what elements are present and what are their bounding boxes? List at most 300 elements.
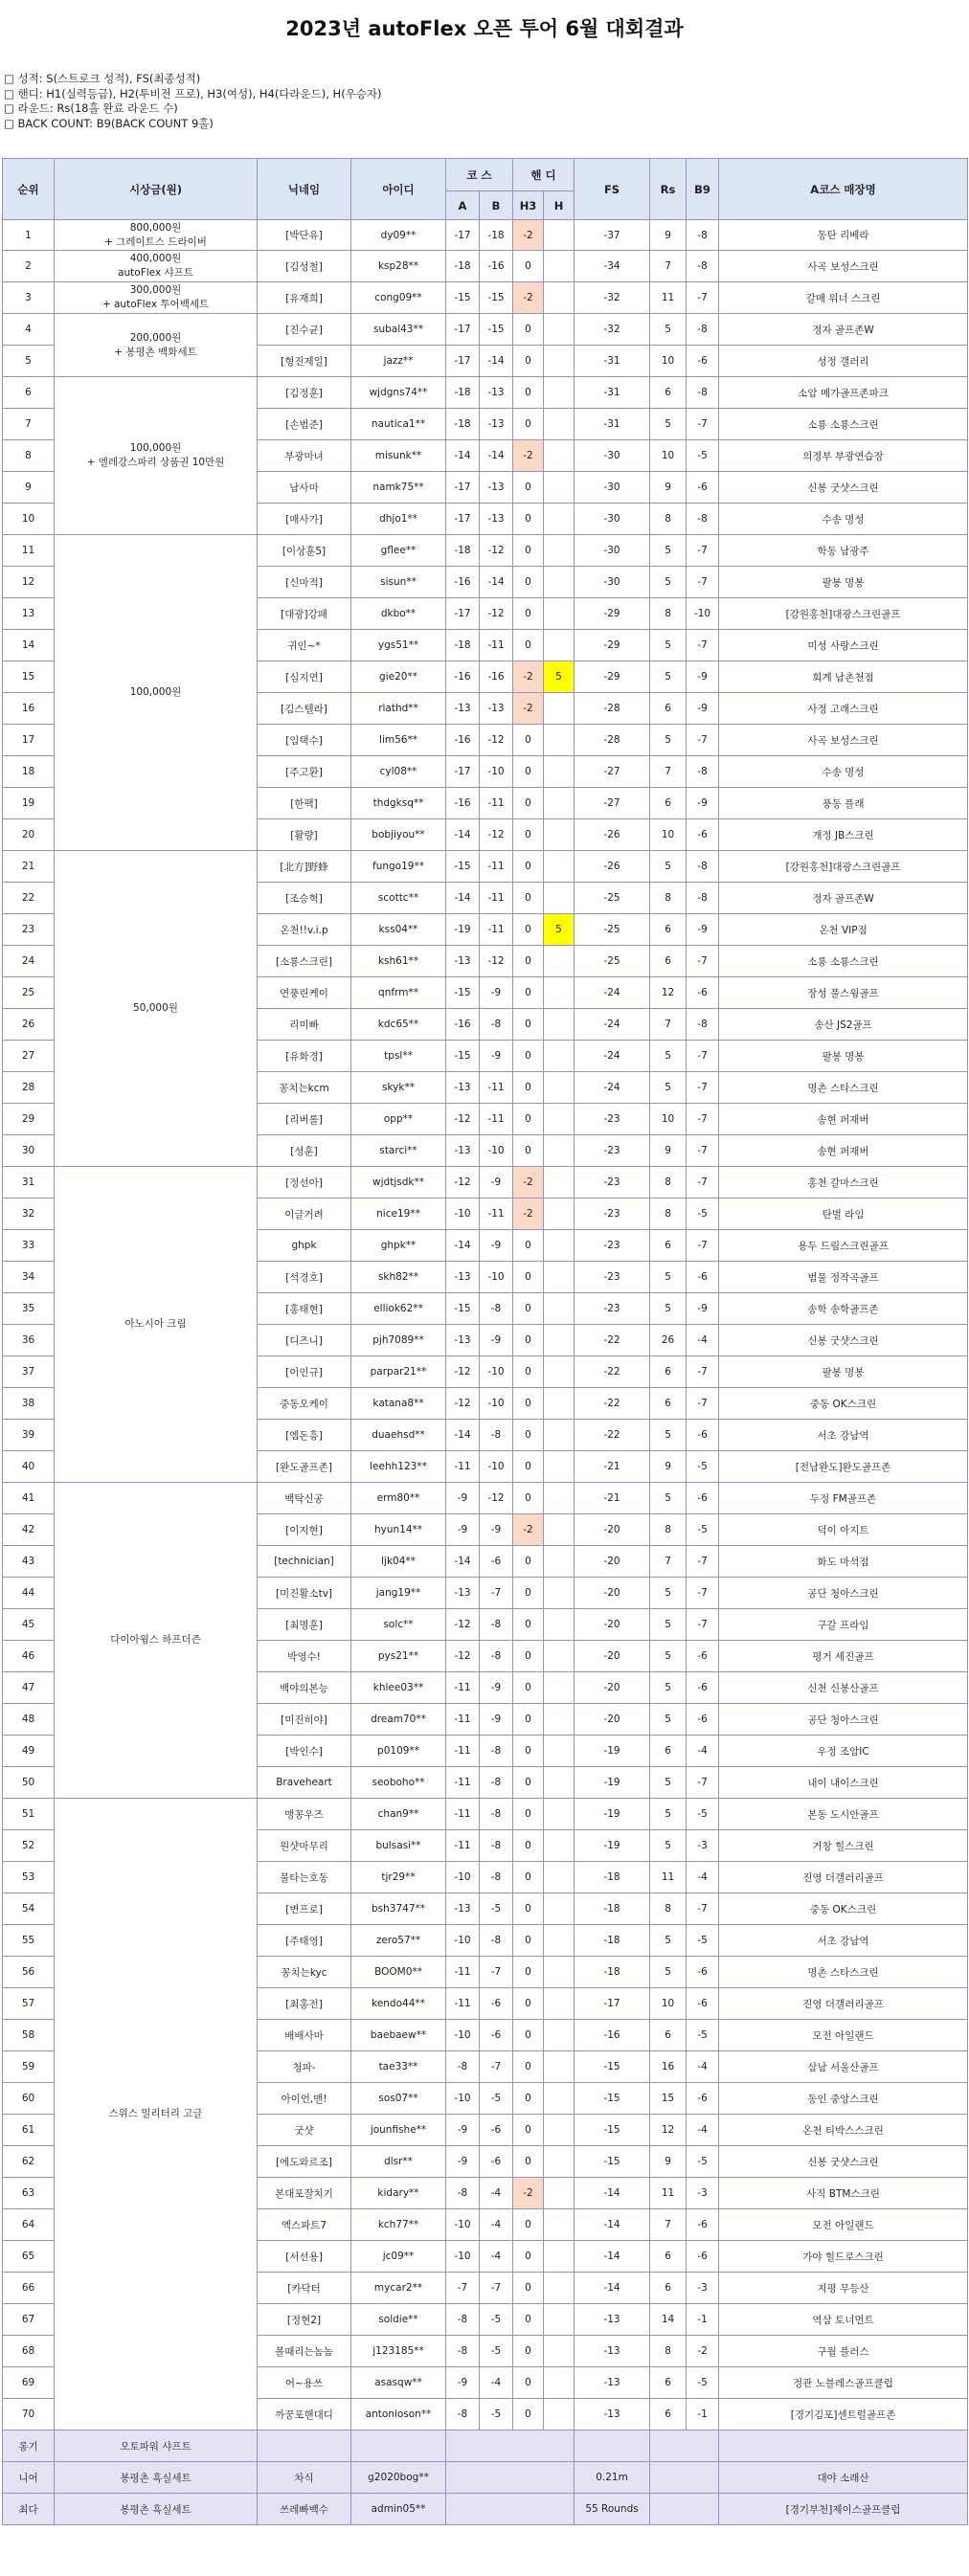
nickname-cell: [유화경] bbox=[258, 1041, 351, 1072]
h3-cell: 0 bbox=[513, 819, 544, 851]
h3-cell: -2 bbox=[513, 693, 544, 725]
course-a-cell: -9 bbox=[446, 2146, 480, 2178]
nickname-cell: 귀인~* bbox=[258, 630, 351, 661]
rank-cell: 21 bbox=[3, 851, 55, 883]
rs-cell: 10 bbox=[650, 440, 687, 472]
fs-cell: -20 bbox=[575, 1672, 650, 1704]
fs-cell: -25 bbox=[575, 883, 650, 914]
h-cell bbox=[544, 1072, 575, 1104]
course-a-cell: -9 bbox=[446, 1514, 480, 1546]
fs-cell: -15 bbox=[575, 2146, 650, 2178]
venue-cell: 덕이 아지트 bbox=[719, 1514, 968, 1546]
b9-cell: -3 bbox=[687, 2178, 719, 2209]
h3-cell: 0 bbox=[513, 946, 544, 977]
course-b-cell: -12 bbox=[480, 725, 513, 756]
b9-cell: -8 bbox=[687, 851, 719, 883]
fs-cell: -31 bbox=[575, 409, 650, 440]
rs-cell: 5 bbox=[650, 1578, 687, 1609]
user-id-cell: duaehsd** bbox=[351, 1420, 446, 1451]
h-cell bbox=[544, 1293, 575, 1325]
h3-cell: 0 bbox=[513, 1862, 544, 1893]
user-id-cell: solc** bbox=[351, 1609, 446, 1641]
fs-cell: -19 bbox=[575, 1736, 650, 1767]
fs-cell: -15 bbox=[575, 2051, 650, 2083]
fs-cell: -15 bbox=[575, 2083, 650, 2115]
fs-cell: -20 bbox=[575, 1578, 650, 1609]
venue-cell: [전남완도]완도골프존 bbox=[719, 1451, 968, 1483]
venue-cell: 모전 아일랜드 bbox=[719, 2209, 968, 2241]
fs-cell: -30 bbox=[575, 472, 650, 504]
user-id-cell: zero57** bbox=[351, 1925, 446, 1957]
venue-cell: 소룡 소룡스크린 bbox=[719, 409, 968, 440]
rank-cell: 48 bbox=[3, 1704, 55, 1736]
venue-cell: 소암 메가골프존파크 bbox=[719, 377, 968, 409]
prize-line: 스위스 밀리터리 고글 bbox=[108, 2108, 203, 2119]
user-id-cell: chan9** bbox=[351, 1799, 446, 1830]
h-cell bbox=[544, 1420, 575, 1451]
prize-cell bbox=[55, 1167, 258, 1483]
h-cell bbox=[544, 788, 575, 819]
user-id-cell: ygs51** bbox=[351, 630, 446, 661]
user-id-cell: kss04** bbox=[351, 914, 446, 946]
user-id-cell: gie20** bbox=[351, 661, 446, 693]
rank-cell: 20 bbox=[3, 819, 55, 851]
course-b-cell: -9 bbox=[480, 1041, 513, 1072]
rank-cell: 46 bbox=[3, 1641, 55, 1672]
fs-cell: -21 bbox=[575, 1451, 650, 1483]
h-cell bbox=[544, 1546, 575, 1578]
rs-cell: 5 bbox=[650, 851, 687, 883]
h3-cell: 0 bbox=[513, 2241, 544, 2273]
course-b-cell: -9 bbox=[480, 1230, 513, 1262]
course-b-cell: -4 bbox=[480, 2209, 513, 2241]
course-b-cell: -4 bbox=[480, 2178, 513, 2209]
user-id-cell: ksp28** bbox=[351, 251, 446, 282]
table-row bbox=[3, 851, 968, 883]
rank-cell: 58 bbox=[3, 2020, 55, 2051]
rs-cell: 5 bbox=[650, 1672, 687, 1704]
h-cell bbox=[544, 2020, 575, 2051]
h3-cell: 0 bbox=[513, 914, 544, 946]
user-id-cell: j123185** bbox=[351, 2336, 446, 2367]
h3-cell: 0 bbox=[513, 377, 544, 409]
h3-cell: 0 bbox=[513, 851, 544, 883]
prize-line: + 엘레강스파리 상품권 10만원 bbox=[86, 457, 225, 468]
h3-cell: 0 bbox=[513, 314, 544, 346]
h3-cell: 0 bbox=[513, 1957, 544, 1988]
course-b-cell: -6 bbox=[480, 2115, 513, 2146]
venue-cell: 탄벌 라임 bbox=[719, 1198, 968, 1230]
nickname-cell: [이인규] bbox=[258, 1356, 351, 1388]
b9-cell: -7 bbox=[687, 1135, 719, 1167]
prize-line: 50,000원 bbox=[133, 1002, 178, 1014]
user-id-cell: katana8** bbox=[351, 1388, 446, 1420]
legend-handi: □ 핸디: H1(실력등급), H2(투비전 프로), H3(여성), H4(다라운드), H(우승자) bbox=[4, 86, 382, 101]
rank-cell: 43 bbox=[3, 1546, 55, 1578]
course-a-cell: -13 bbox=[446, 946, 480, 977]
rs-cell: 10 bbox=[650, 1104, 687, 1135]
user-id-cell: baebaew** bbox=[351, 2020, 446, 2051]
venue-cell: 성정 갤러리 bbox=[719, 346, 968, 377]
user-id-cell: dkbo** bbox=[351, 598, 446, 630]
course-b-cell: -11 bbox=[480, 914, 513, 946]
b9-cell: -4 bbox=[687, 1736, 719, 1767]
header-a: A bbox=[446, 191, 480, 220]
course-a-cell: -11 bbox=[446, 1704, 480, 1736]
fs-cell: -23 bbox=[575, 1135, 650, 1167]
h-cell bbox=[544, 1388, 575, 1420]
table-row bbox=[3, 535, 968, 567]
course-a-cell: -10 bbox=[446, 2209, 480, 2241]
fs-cell: -30 bbox=[575, 504, 650, 535]
rank-cell: 16 bbox=[3, 693, 55, 725]
user-id-cell: starci** bbox=[351, 1135, 446, 1167]
rs-cell: 9 bbox=[650, 472, 687, 504]
rs-cell: 7 bbox=[650, 756, 687, 788]
h3-cell: 0 bbox=[513, 1325, 544, 1356]
user-id-cell: bsh3747** bbox=[351, 1893, 446, 1925]
venue-cell: 대야 소래산 bbox=[719, 2462, 968, 2494]
nickname-cell: [매사가] bbox=[258, 504, 351, 535]
h3-cell: 0 bbox=[513, 409, 544, 440]
table-row bbox=[3, 314, 968, 346]
nickname-cell: 엑스파트7 bbox=[258, 2209, 351, 2241]
course-b-cell: -8 bbox=[480, 1420, 513, 1451]
b9-cell: -5 bbox=[687, 2146, 719, 2178]
h3-cell: 0 bbox=[513, 1104, 544, 1135]
nickname-cell: [정선아] bbox=[258, 1167, 351, 1198]
nickname-cell: [미진히야] bbox=[258, 1704, 351, 1736]
course-a-cell: -18 bbox=[446, 630, 480, 661]
h-cell bbox=[544, 282, 575, 314]
fs-cell: -32 bbox=[575, 282, 650, 314]
nickname-cell: [소룡스크린] bbox=[258, 946, 351, 977]
h-cell bbox=[544, 2178, 575, 2209]
prize-line: 아노시아 크림 bbox=[124, 1318, 187, 1330]
venue-cell: 장성 풀스윙골프 bbox=[719, 977, 968, 1009]
h-cell bbox=[544, 1167, 575, 1198]
course-b-cell: -5 bbox=[480, 1893, 513, 1925]
rs-cell: 9 bbox=[650, 1135, 687, 1167]
h-cell bbox=[544, 1830, 575, 1862]
user-id-cell: ljk04** bbox=[351, 1546, 446, 1578]
fs-cell: -22 bbox=[575, 1420, 650, 1451]
fs-cell: -18 bbox=[575, 1957, 650, 1988]
rank-cell: 17 bbox=[3, 725, 55, 756]
h3-cell: 0 bbox=[513, 251, 544, 282]
user-id-cell: g2020bog** bbox=[351, 2462, 446, 2494]
course-b-cell: -9 bbox=[480, 1704, 513, 1736]
h3-cell: 0 bbox=[513, 535, 544, 567]
user-id-cell: nice19** bbox=[351, 1198, 446, 1230]
rank-cell: 31 bbox=[3, 1167, 55, 1198]
rs-cell: 5 bbox=[650, 567, 687, 598]
rank-cell: 29 bbox=[3, 1104, 55, 1135]
rs-cell: 6 bbox=[650, 946, 687, 977]
h-cell bbox=[544, 1514, 575, 1546]
fs-cell: -18 bbox=[575, 1893, 650, 1925]
h3-cell: 0 bbox=[513, 504, 544, 535]
user-id-cell: khlee03** bbox=[351, 1672, 446, 1704]
h-cell bbox=[544, 851, 575, 883]
rs-cell: 8 bbox=[650, 1167, 687, 1198]
fs-cell: -32 bbox=[575, 314, 650, 346]
course-a-cell: -11 bbox=[446, 1957, 480, 1988]
course-a-cell: -8 bbox=[446, 2336, 480, 2367]
venue-cell: 화도 마석점 bbox=[719, 1546, 968, 1578]
course-a-cell: -14 bbox=[446, 1420, 480, 1451]
rs-cell: 5 bbox=[650, 725, 687, 756]
h3-cell: 0 bbox=[513, 1736, 544, 1767]
header-rs: Rs bbox=[650, 159, 687, 220]
b9-cell: -7 bbox=[687, 282, 719, 314]
course-a-cell: -10 bbox=[446, 1862, 480, 1893]
venue-cell: 동탄 리베라 bbox=[719, 220, 968, 251]
b9-cell: -3 bbox=[687, 2273, 719, 2304]
h3-cell: 0 bbox=[513, 1578, 544, 1609]
venue-cell bbox=[719, 2430, 968, 2462]
h-cell bbox=[544, 346, 575, 377]
rank-cell: 56 bbox=[3, 1957, 55, 1988]
table-row bbox=[3, 251, 968, 282]
b9-cell: -7 bbox=[687, 1356, 719, 1388]
h3-cell: 0 bbox=[513, 2367, 544, 2399]
b9-cell: -7 bbox=[687, 1072, 719, 1104]
venue-cell: 공단 청아스크린 bbox=[719, 1578, 968, 1609]
course-a-cell: -15 bbox=[446, 1041, 480, 1072]
rank-cell: 60 bbox=[3, 2083, 55, 2115]
prize-cell bbox=[55, 1799, 258, 2430]
course-b-cell: -8 bbox=[480, 1830, 513, 1862]
course-a-cell: -9 bbox=[446, 1483, 480, 1514]
h-cell bbox=[544, 946, 575, 977]
nickname-cell: [이상훈5] bbox=[258, 535, 351, 567]
user-id-cell: BOOM0** bbox=[351, 1957, 446, 1988]
b9-cell: -6 bbox=[687, 2209, 719, 2241]
rs-cell: 15 bbox=[650, 2083, 687, 2115]
nickname-cell: [석경호] bbox=[258, 1262, 351, 1293]
venue-cell: 풍동 플래 bbox=[719, 788, 968, 819]
fs-cell: -24 bbox=[575, 1072, 650, 1104]
venue-cell: 사정 고래스크린 bbox=[719, 693, 968, 725]
rs-cell: 6 bbox=[650, 2367, 687, 2399]
fs-cell: -25 bbox=[575, 946, 650, 977]
nickname-cell: 볼때리는놈놈 bbox=[258, 2336, 351, 2367]
course-b-cell: -14 bbox=[480, 440, 513, 472]
b9-cell: -5 bbox=[687, 1514, 719, 1546]
h3-cell: 0 bbox=[513, 1925, 544, 1957]
h-cell bbox=[544, 1862, 575, 1893]
user-id-cell: admin05** bbox=[351, 2494, 446, 2525]
h-cell bbox=[544, 2399, 575, 2430]
fs-cell: -30 bbox=[575, 567, 650, 598]
b9-cell: -7 bbox=[687, 1767, 719, 1799]
fs-cell: -20 bbox=[575, 1546, 650, 1578]
fs-cell: -24 bbox=[575, 1041, 650, 1072]
h3-cell: 0 bbox=[513, 1420, 544, 1451]
venue-cell: 중동 OK스크린 bbox=[719, 1893, 968, 1925]
venue-cell: 회계 남촌천점 bbox=[719, 661, 968, 693]
course-b-cell: -7 bbox=[480, 1578, 513, 1609]
prize-line: autoFlex 샤프트 bbox=[118, 267, 193, 279]
venue-cell: 온천 VIP점 bbox=[719, 914, 968, 946]
rank-cell: 47 bbox=[3, 1672, 55, 1704]
nickname-cell: [심지연] bbox=[258, 661, 351, 693]
course-a-cell: -14 bbox=[446, 1546, 480, 1578]
course-b-cell: -15 bbox=[480, 282, 513, 314]
fs-cell: -21 bbox=[575, 1483, 650, 1514]
h3-cell: 0 bbox=[513, 1483, 544, 1514]
user-id-cell: wjdtjsdk** bbox=[351, 1167, 446, 1198]
course-a-cell: -17 bbox=[446, 756, 480, 788]
special-award-row bbox=[3, 2462, 968, 2494]
course-b-cell: -6 bbox=[480, 1988, 513, 2020]
course-b-cell: -6 bbox=[480, 1546, 513, 1578]
course-a-cell: -16 bbox=[446, 788, 480, 819]
rs-cell: 5 bbox=[650, 409, 687, 440]
course-a-cell: -8 bbox=[446, 2399, 480, 2430]
b9-cell: -2 bbox=[687, 2336, 719, 2367]
prize-line: 200,000원 bbox=[129, 331, 182, 344]
fs-cell: -27 bbox=[575, 788, 650, 819]
fs-cell: -23 bbox=[575, 1293, 650, 1325]
nickname-cell: [北方]野蜂 bbox=[258, 851, 351, 883]
header-nick: 닉네임 bbox=[258, 159, 351, 220]
nickname-cell: [주고환] bbox=[258, 756, 351, 788]
fs-cell: -19 bbox=[575, 1830, 650, 1862]
rank-cell: 25 bbox=[3, 977, 55, 1009]
b9-cell: -8 bbox=[687, 504, 719, 535]
venue-cell: 신천 신봉산골프 bbox=[719, 1672, 968, 1704]
venue-cell: 본동 도시안골프 bbox=[719, 1799, 968, 1830]
rank-cell: 28 bbox=[3, 1072, 55, 1104]
h-cell bbox=[544, 2336, 575, 2367]
rank-cell: 24 bbox=[3, 946, 55, 977]
nickname-cell: [박단유] bbox=[258, 220, 351, 251]
rank-cell: 42 bbox=[3, 1514, 55, 1546]
venue-cell: 용두 드림스크린골프 bbox=[719, 1230, 968, 1262]
course-a-cell: -19 bbox=[446, 914, 480, 946]
h3-cell: -2 bbox=[513, 1198, 544, 1230]
user-id-cell: nautica1** bbox=[351, 409, 446, 440]
h3-cell: 0 bbox=[513, 2020, 544, 2051]
h-cell bbox=[544, 2083, 575, 2115]
fs-cell: -23 bbox=[575, 1198, 650, 1230]
user-id-cell: tjr29** bbox=[351, 1862, 446, 1893]
venue-cell: [강원홍천]대광스크린골프 bbox=[719, 598, 968, 630]
course-a-cell: -18 bbox=[446, 409, 480, 440]
h3-cell: 0 bbox=[513, 472, 544, 504]
user-id-cell: antonioson** bbox=[351, 2399, 446, 2430]
course-b-cell: -7 bbox=[480, 1957, 513, 1988]
nickname-cell: [진수균] bbox=[258, 314, 351, 346]
b9-cell: -5 bbox=[687, 1799, 719, 1830]
b9-cell: -9 bbox=[687, 693, 719, 725]
course-b-cell: -8 bbox=[480, 1799, 513, 1830]
venue-cell: 갈매 위너 스크린 bbox=[719, 282, 968, 314]
b9-cell: -8 bbox=[687, 883, 719, 914]
h-cell bbox=[544, 1009, 575, 1041]
nickname-cell: 까꿍포핸대디 bbox=[258, 2399, 351, 2430]
h-cell bbox=[544, 883, 575, 914]
course-a-cell: -15 bbox=[446, 1293, 480, 1325]
h3-cell: 0 bbox=[513, 598, 544, 630]
fs-cell: -24 bbox=[575, 1009, 650, 1041]
rs-cell: 5 bbox=[650, 1925, 687, 1957]
course-a-cell: -12 bbox=[446, 1609, 480, 1641]
nickname-cell: 차식 bbox=[258, 2462, 351, 2494]
nickname-cell: 꽁치는kyc bbox=[258, 1957, 351, 1988]
nickname-cell: [에도와르조] bbox=[258, 2146, 351, 2178]
h-cell bbox=[544, 2146, 575, 2178]
rs-cell: 6 bbox=[650, 1230, 687, 1262]
h-cell bbox=[544, 1799, 575, 1830]
nickname-cell: 꽁치는kcm bbox=[258, 1072, 351, 1104]
rs-cell: 5 bbox=[650, 1483, 687, 1514]
course-b-cell: -8 bbox=[480, 1736, 513, 1767]
course-a-cell: -13 bbox=[446, 1262, 480, 1293]
rank-cell: 12 bbox=[3, 567, 55, 598]
venue-cell: 지평 무등산 bbox=[719, 2273, 968, 2304]
b9-cell: -6 bbox=[687, 2241, 719, 2273]
course-a-cell: -17 bbox=[446, 504, 480, 535]
user-id-cell: tae33** bbox=[351, 2051, 446, 2083]
h3-cell: 0 bbox=[513, 788, 544, 819]
course-a-cell: -12 bbox=[446, 1388, 480, 1420]
empty-cells bbox=[650, 2494, 719, 2525]
nickname-cell: [서선용] bbox=[258, 2241, 351, 2273]
course-a-cell: -12 bbox=[446, 1167, 480, 1198]
course-a-cell: -18 bbox=[446, 377, 480, 409]
h3-cell: 0 bbox=[513, 1988, 544, 2020]
venue-cell: 역삼 토너먼트 bbox=[719, 2304, 968, 2336]
b9-cell: -6 bbox=[687, 1641, 719, 1672]
rs-cell: 11 bbox=[650, 1862, 687, 1893]
fs-cell: -18 bbox=[575, 1862, 650, 1893]
nickname-cell: [신마적] bbox=[258, 567, 351, 598]
user-id-cell: thdgksq** bbox=[351, 788, 446, 819]
user-id-cell: dy09** bbox=[351, 220, 446, 251]
nickname-cell: 본대포잘치기 bbox=[258, 2178, 351, 2209]
b9-cell: -10 bbox=[687, 598, 719, 630]
rs-cell: 5 bbox=[650, 1830, 687, 1862]
rank-cell: 10 bbox=[3, 504, 55, 535]
course-a-cell: -18 bbox=[446, 535, 480, 567]
venue-cell: 팔봉 명봉 bbox=[719, 567, 968, 598]
venue-cell: 진영 더갤러리골프 bbox=[719, 1988, 968, 2020]
rank-cell: 51 bbox=[3, 1799, 55, 1830]
venue-cell: 신봉 굿샷스크린 bbox=[719, 1325, 968, 1356]
h-cell bbox=[544, 409, 575, 440]
legend bbox=[4, 72, 382, 131]
nickname-cell: [형진제일] bbox=[258, 346, 351, 377]
h3-cell: 0 bbox=[513, 567, 544, 598]
fs-cell: -25 bbox=[575, 914, 650, 946]
nickname-cell: 어~용쓰 bbox=[258, 2367, 351, 2399]
nickname-cell: 맹꽁우즈 bbox=[258, 1799, 351, 1830]
course-b-cell: -6 bbox=[480, 2020, 513, 2051]
user-id-cell: dream70** bbox=[351, 1704, 446, 1736]
nickname-cell: 이글거려 bbox=[258, 1198, 351, 1230]
rank-cell: 9 bbox=[3, 472, 55, 504]
course-b-cell: -8 bbox=[480, 1862, 513, 1893]
b9-cell: -7 bbox=[687, 1388, 719, 1420]
course-a-cell: -16 bbox=[446, 725, 480, 756]
venue-cell: [경기부천]제이스골프클럽 bbox=[719, 2494, 968, 2525]
award-prize-cell: 오토파워 샤프트 bbox=[55, 2430, 258, 2462]
rs-cell: 5 bbox=[650, 1072, 687, 1104]
course-a-cell: -9 bbox=[446, 2367, 480, 2399]
